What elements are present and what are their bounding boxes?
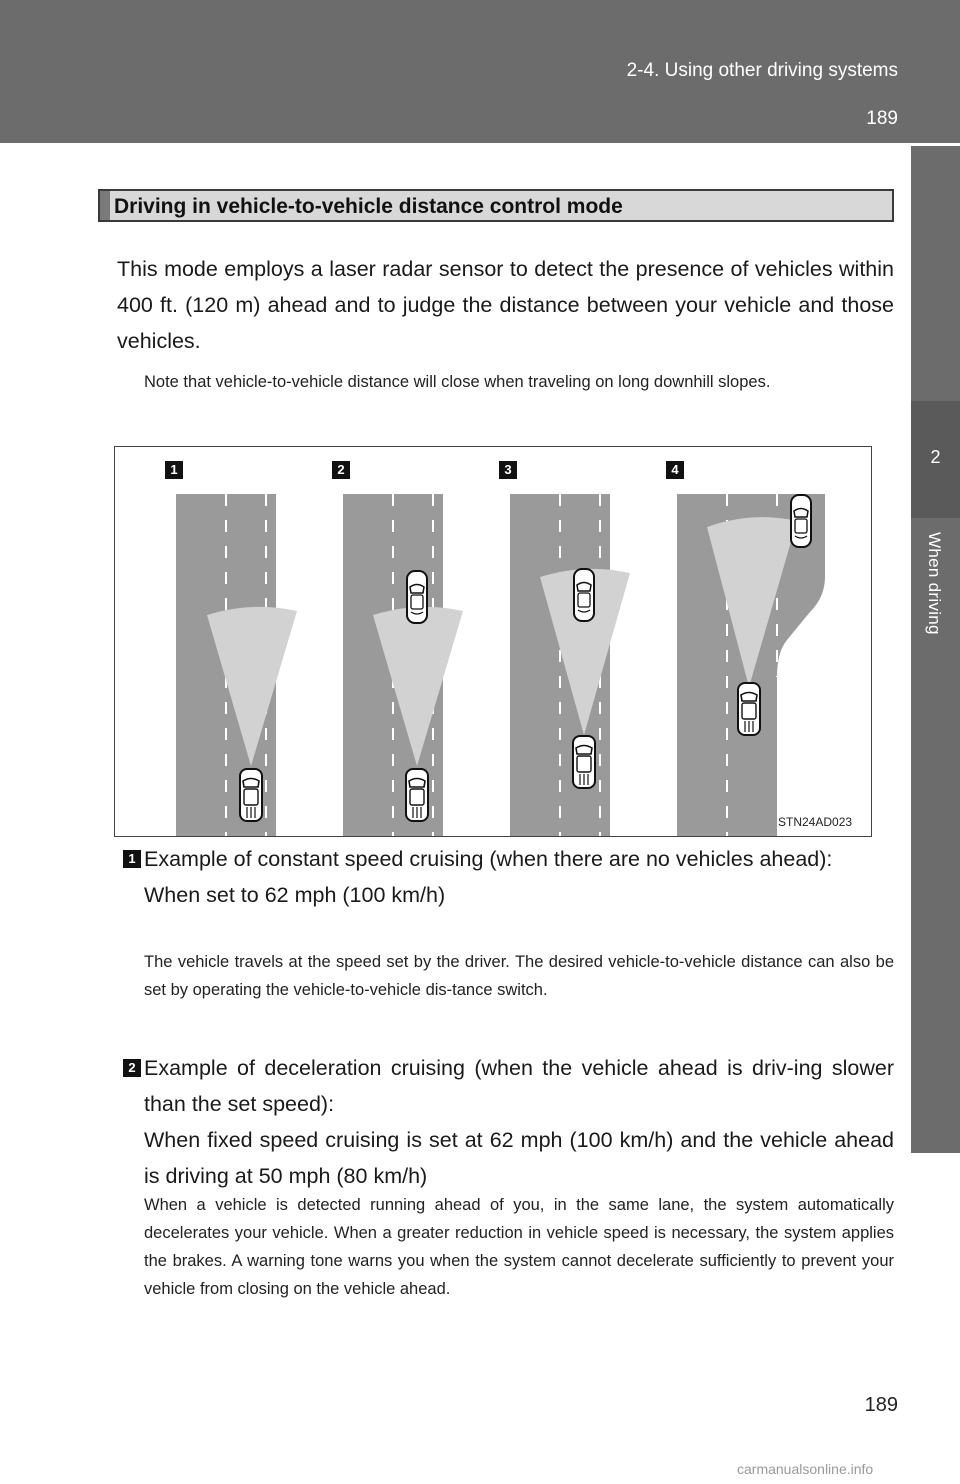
section-heading-box bbox=[98, 189, 894, 222]
page-number: 189 bbox=[864, 1394, 898, 1416]
side-tab-divider bbox=[911, 143, 960, 146]
item-1-heading-a: Example of constant speed cruising (when there are no vehicles ahead): bbox=[144, 847, 833, 871]
figure-panel-badge-2: 2 bbox=[332, 461, 350, 479]
item-2-heading-b: When fixed speed cruising is set at 62 mph (100 km/h) and the vehicle ahead is driving at 50 mph (80 km/h) bbox=[144, 1128, 894, 1188]
item-badge-1: 1 bbox=[123, 850, 141, 868]
section-title: Driving in vehicle-to-vehicle distance control mode bbox=[114, 195, 623, 218]
figure-panel-badge-3: 3 bbox=[499, 461, 517, 479]
chapter-label: When driving bbox=[925, 532, 944, 635]
chapter-number: 2 bbox=[930, 447, 941, 467]
item-1-heading-b: When set to 62 mph (100 km/h) bbox=[144, 883, 446, 907]
own-vehicle-2 bbox=[406, 769, 428, 821]
intro-paragraph: This mode employs a laser radar sensor to detect the presence of vehicles within 400 ft. (120 m) ahead and to judge the distance between your vehicle and those vehicles. bbox=[117, 257, 894, 353]
item-badge-2: 2 bbox=[123, 1059, 141, 1077]
item-2-heading bbox=[144, 1050, 894, 1194]
header-title: 2-4. Using other driving systems bbox=[626, 60, 898, 81]
figure-panel-badge-4: 4 bbox=[666, 461, 684, 479]
own-vehicle-3 bbox=[573, 736, 595, 788]
watermark: carmanualsonline.info bbox=[737, 1461, 874, 1477]
note-paragraph: Note that vehicle-to-vehicle distance will close when traveling on long downhill slopes. bbox=[144, 373, 771, 391]
vehicle-ahead-3 bbox=[574, 569, 594, 621]
side-tab-blank bbox=[911, 1153, 960, 1484]
item-2-heading-a: Example of deceleration cruising (when the vehicle ahead is driv-ing slower than the set speed): bbox=[144, 1056, 894, 1116]
section-heading-bar bbox=[100, 191, 110, 220]
own-vehicle-4 bbox=[738, 683, 760, 735]
vehicle-merging-4 bbox=[791, 495, 811, 547]
page-header bbox=[0, 0, 960, 143]
side-tab bbox=[911, 143, 960, 1153]
item-1-body: The vehicle travels at the speed set by the driver. The desired vehicle-to-vehicle distance can also be set by operating the vehicle-to-vehicle dis-tance switch. bbox=[144, 953, 894, 999]
figure-illustration bbox=[114, 446, 872, 837]
vehicle-ahead-2 bbox=[407, 571, 427, 623]
header-page-number: 189 bbox=[866, 108, 898, 129]
figure-panel-badge-1: 1 bbox=[165, 461, 183, 479]
figure-code: STN24AD023 bbox=[778, 815, 853, 829]
own-vehicle-1 bbox=[240, 769, 262, 821]
item-2-body: When a vehicle is detected running ahead of you, in the same lane, the system automatically decelerates your vehicle. When a greater reduction in vehicle speed is necessary, the system applies the brakes. A warning tone warns you when the system cannot decelerate sufficiently to prevent your vehicle from closing on the vehicle ahead. bbox=[144, 1196, 894, 1298]
figure-svg bbox=[115, 447, 871, 836]
item-1-heading bbox=[144, 841, 894, 913]
